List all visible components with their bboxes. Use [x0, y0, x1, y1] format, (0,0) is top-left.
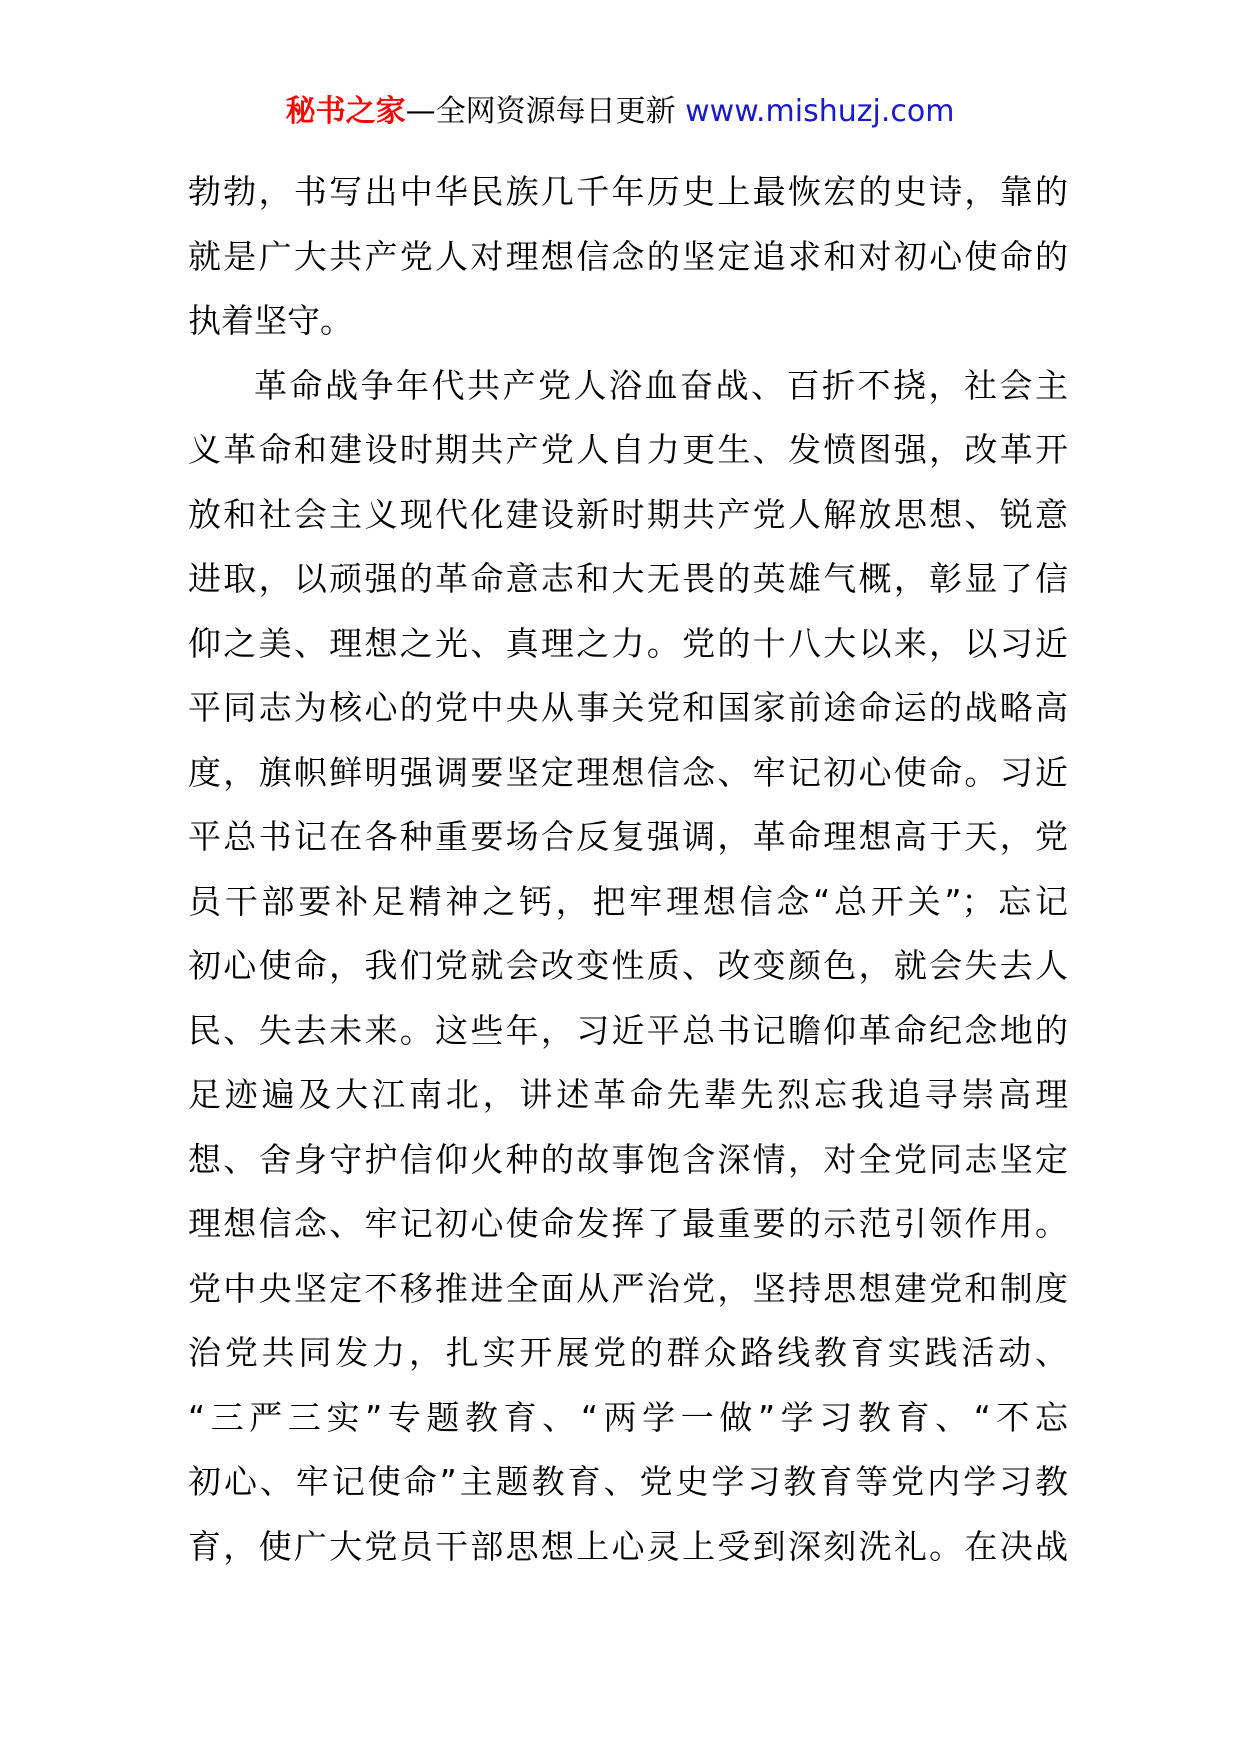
- text-line: 度，旗帜鲜明强调要坚定理想信念、牢记初心使命。习近: [188, 752, 1068, 792]
- site-url[interactable]: www.mishuzj.com: [685, 94, 955, 129]
- text-line: 民、失去未来。这些年，习近平总书记瞻仰革命纪念地的: [188, 1010, 1068, 1050]
- text-line: 理想信念、牢记初心使命发挥了最重要的示范引领作用。: [188, 1204, 1068, 1243]
- site-brand: 秘书之家: [285, 94, 406, 129]
- text-line: 平总书记在各种重要场合反复强调，革命理想高于天，党: [188, 817, 1068, 856]
- text-line: 就是广大共产党人对理想信念的坚定追求和对初心使命的: [188, 236, 1068, 276]
- text-line: 初心、牢记使命”主题教育、党史学习教育等党内学习教: [188, 1462, 1068, 1501]
- site-header: [0, 92, 1240, 132]
- text-line: “三严三实”专题教育、“两学一做”学习教育、“不忘: [188, 1397, 1068, 1437]
- text-line: 革命战争年代共产党人浴血奋战、百折不挠，社会主: [254, 365, 1068, 405]
- text-line: 育，使广大党员干部思想上心灵上受到深刻洗礼。在决战: [188, 1526, 1068, 1566]
- site-tagline: —全网资源每日更新: [405, 94, 686, 129]
- text-line: 员干部要补足精神之钙，把牢理想信念“总开关”；忘记: [188, 881, 1068, 921]
- text-line: 放和社会主义现代化建设新时期共产党人解放思想、锐意: [188, 494, 1068, 534]
- paragraph-2: [188, 354, 1068, 1580]
- text-line: 进取，以顽强的革命意志和大无畏的英雄气概，彰显了信: [188, 559, 1068, 598]
- text-line: 党中央坚定不移推进全面从严治党，坚持思想建党和制度: [188, 1268, 1068, 1308]
- text-line: 仰之美、理想之光、真理之力。党的十八大以来，以习近: [188, 623, 1068, 663]
- paragraph-1: [188, 160, 1068, 354]
- text-line: 勃勃，书写出中华民族几千年历史上最恢宏的史诗，靠的: [188, 172, 1068, 211]
- text-line: 足迹遍及大江南北，讲述革命先辈先烈忘我追寻崇高理: [188, 1075, 1068, 1114]
- text-line: 平同志为核心的党中央从事关党和国家前途命运的战略高: [188, 688, 1068, 727]
- document-body: [188, 160, 1068, 1579]
- text-line: 执着坚守。: [188, 301, 353, 340]
- text-line: 想、舍身守护信仰火种的故事饱含深情，对全党同志坚定: [188, 1139, 1068, 1179]
- text-line: 治党共同发力，扎实开展党的群众路线教育实践活动、: [188, 1333, 1068, 1372]
- text-line: 初心使命，我们党就会改变性质、改变颜色，就会失去人: [188, 946, 1068, 985]
- text-line: 义革命和建设时期共产党人自力更生、发愤图强，改革开: [188, 430, 1068, 469]
